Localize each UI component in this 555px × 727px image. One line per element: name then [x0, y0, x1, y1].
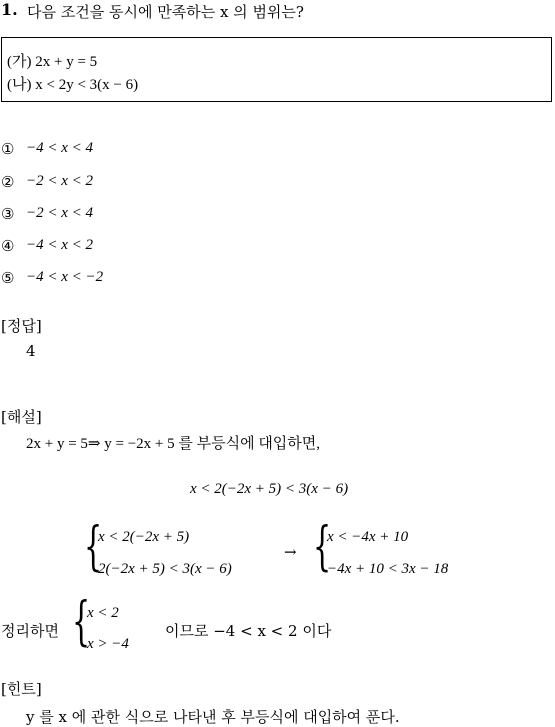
choice-3-text: −2 < x < 4	[26, 205, 94, 221]
final-brace: {	[72, 592, 91, 652]
left-brace: {	[84, 517, 103, 577]
condition-ga: (가) 2x + y = 5	[7, 54, 98, 70]
hint-text: y 를 x 에 관한 식으로 나타낸 후 부등식에 대입하여 푼다.	[26, 708, 400, 726]
system-right-eq-1: x < −4x + 10	[327, 529, 409, 545]
choice-5-marker: ⑤	[1, 269, 15, 287]
choice-2-text: −2 < x < 2	[26, 173, 94, 189]
system-final-eq-2: x > −4	[87, 636, 129, 652]
system-final-eq-1: x < 2	[87, 605, 119, 621]
question-text: 다음 조건을 동시에 만족하는 x 의 범위는?	[27, 3, 304, 21]
right-brace: {	[313, 517, 332, 577]
system-left-eq-2: 2(−2x + 5) < 3(x − 6)	[98, 561, 232, 577]
answer-heading: [정답]	[1, 317, 42, 335]
hint-heading: [힌트]	[1, 680, 42, 698]
choice-1-text: −4 < x < 4	[26, 140, 94, 156]
choice-4-text: −4 < x < 2	[26, 237, 94, 253]
condition-na: (나) x < 2y < 3(x − 6)	[7, 77, 139, 93]
choice-5-text: −4 < x < −2	[26, 269, 104, 285]
choice-4-marker: ④	[1, 237, 15, 255]
choice-1-marker: ①	[1, 140, 15, 158]
system-left-eq-1: x < 2(−2x + 5)	[98, 529, 190, 545]
conclusion-prefix: 정리하면	[1, 622, 59, 640]
implies-arrow: →	[284, 543, 297, 561]
answer-value: 4	[26, 342, 36, 360]
conclusion-suffix: 이므로 −4 < x < 2 이다	[165, 622, 332, 640]
solution-line-2: x < 2(−2x + 5) < 3(x − 6)	[190, 481, 349, 497]
solution-line-1: 2x + y = 5⇒ y = −2x + 5 를 부등식에 대입하면,	[26, 436, 321, 452]
solution-heading: [해설]	[1, 408, 42, 426]
system-right-eq-2: −4x + 10 < 3x − 18	[327, 561, 449, 577]
problem-number: 1.	[1, 0, 18, 19]
choice-2-marker: ②	[1, 173, 15, 191]
choice-3-marker: ③	[1, 205, 15, 223]
